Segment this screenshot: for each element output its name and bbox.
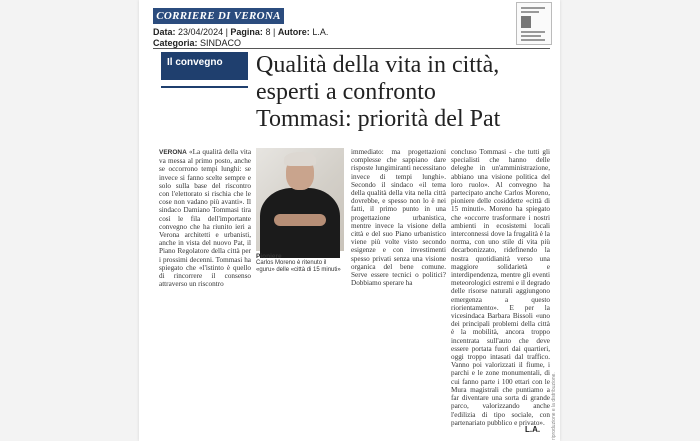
top-divider	[153, 48, 550, 49]
caption-text: Carlos Moreno è ritenuto il «guru» delle «città di 15 minuti»	[256, 260, 341, 273]
headline-line-2: esperti a confronto	[256, 79, 436, 105]
article-column-1	[159, 148, 251, 303]
photo-caption	[256, 253, 344, 274]
headline	[256, 52, 546, 133]
side-copyright-note: riproduzione e la distribuzione.	[551, 372, 557, 440]
page-label: Pagina:	[230, 27, 263, 37]
date-label: Data:	[153, 27, 176, 37]
author-value: L.A.	[312, 27, 329, 37]
category-value: SINDACO	[200, 38, 242, 48]
author-label: Autore:	[277, 27, 310, 37]
column-2-text: immediato: ma progettazioni complesse che sappiano dare risposte lungimiranti necessitano invece di tempi lunghi». Secondo il sindaco «il tema della qualità della vita nella città dovrebbe, e spesso non lo è nei fatti, il primo punto in una progettazione urbanistica, mentre invece la visione della città e del suo Piano urbanistico viene più volte visto secondo esigenze e con investimenti spesso privati senza una visione organica del bene comune. Serve essere tecnici o politici? Dobbiamo sperare ha	[351, 148, 446, 288]
category-label: Categoria:	[153, 38, 198, 48]
page-thumbnail	[516, 2, 552, 45]
headline-line-3: Tommasi: priorità del Pat	[256, 106, 501, 132]
author-signature: L.A.	[525, 425, 541, 434]
section-tag-rule	[161, 86, 248, 88]
article-column-2	[351, 148, 446, 288]
section-tag: Il convegno	[161, 52, 248, 80]
article-column-3	[451, 148, 550, 427]
page-value: 8	[265, 27, 271, 37]
caption-title: Pioniere	[256, 253, 282, 260]
dateline: VERONA	[159, 149, 187, 156]
column-1-text: «La qualità della vita va messa al primo posto, anche se occorrono tempi lunghi: se invece si fanno scelte sempre e solo sulla base del riscontro con l'elettorato si rischia che le cose non vadano più avanti». Il sindaco Damiano Tommasi tira così le fila dell'importante convegno che ha riunito ieri a Verona architetti e urbanisti, anche in vista del nuovo Pat, il Piano Regolatore della città per i prossimi decenni. Tommasi ha spiegato che «l'istinto è quello di rincorrere il consenso attraverso un riscontro	[159, 148, 252, 289]
headline-line-1: Qualità della vita in città,	[256, 52, 500, 78]
newspaper-page	[139, 0, 560, 441]
carlos-moreno-photo	[256, 148, 344, 251]
date-value: 23/04/2024	[178, 27, 224, 37]
meta-line-2	[153, 38, 241, 48]
masthead-logo: CORRIERE DI VERONA	[153, 8, 284, 24]
meta-line-1: Data: 23/04/2024 | Pagina: 8 | Autore: L.A.	[153, 27, 329, 37]
column-3-text: concluso Tommasi - che tutti gli specialisti che hanno delle deleghe in un'amministrazione, abbiano una visione politica del loro ruolo». Al convegno ha partecipato anche Carlos Moreno, pioniere delle cosiddette «città di 15 minuti». Moreno ha spiegato che «occorre trasformare i nostri ambienti in ecosistemi locali interconnessi dove la frugalità è la norma, con uno stile di vita più decarbonizzato, ridefinendo la nostra quotidianità verso una maggiore solidarietà e interdipendenza, mentre gli eventi meteorologici estremi e il degrado delle risorse naturali aggiungono emergenza a questo riorientamento». E per la vicesindaca Barbara Bissoli «uno dei principali problemi della città è la mobilità, ancora troppo incentrata sull'auto che deve essere portata fuori dai quartieri, oggi troppo intasati dal traffico. Vanno poi valorizzati il fiume, i parchi e le zone monumentali, di cui fanno parte i 100 ettari con le Mura magistrali che puntiamo a far diventare una sorta di grande parco, valorizzando anche l'edilizia di tipo sociale, con partenariato pubblico e privato».	[451, 148, 550, 427]
